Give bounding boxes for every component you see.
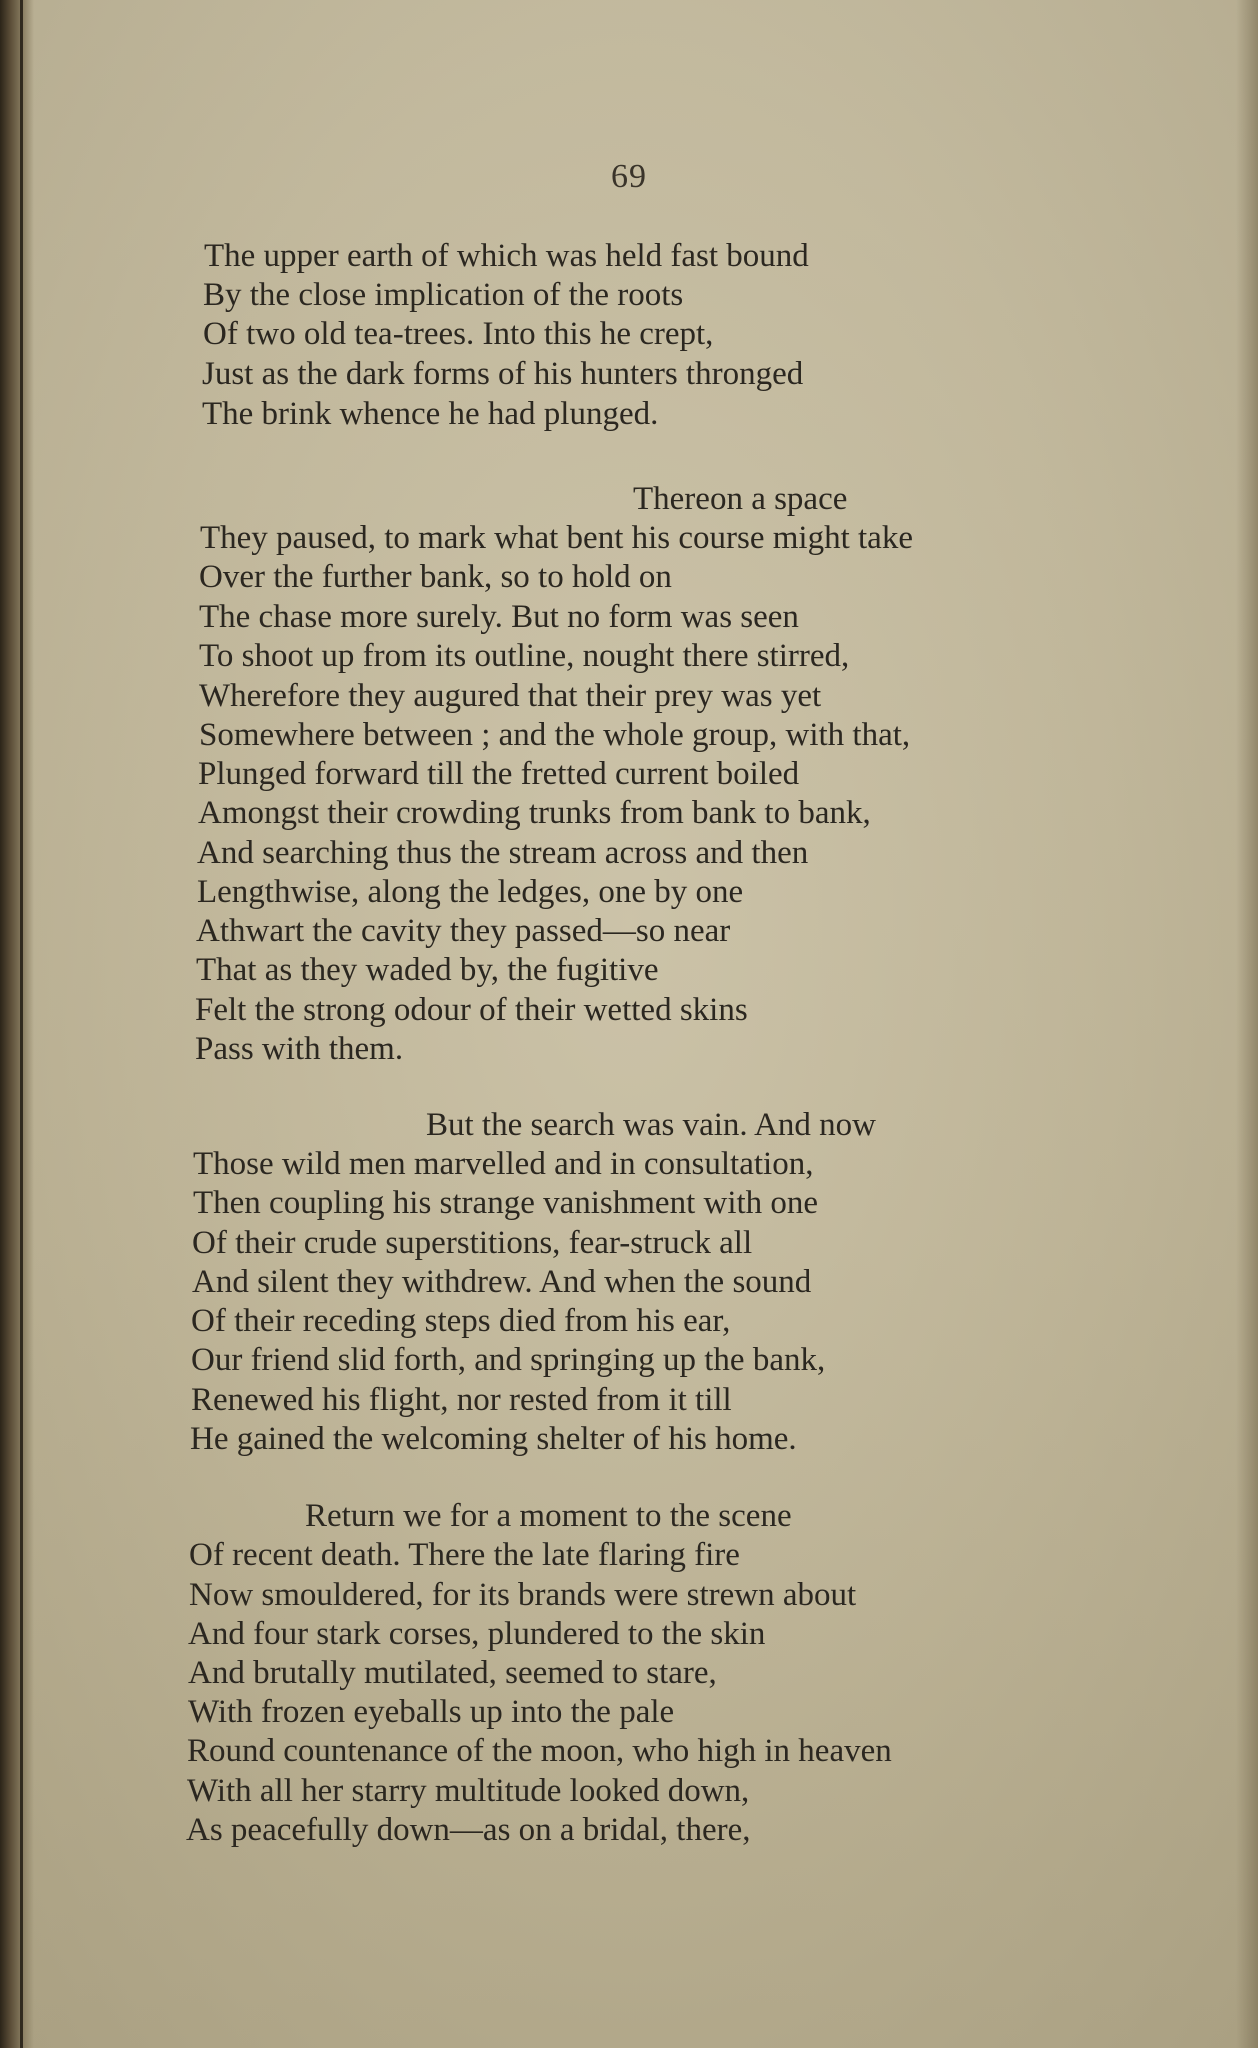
poem-line: Then coupling his strange vanishment with one xyxy=(193,1185,819,1221)
poem-line: Return we for a moment to the scene xyxy=(305,1498,792,1534)
poem-line: Athwart the cavity they passed—so near xyxy=(196,913,731,949)
poem-line: Our friend slid forth, and springing up the bank, xyxy=(191,1342,826,1378)
poem-line: Of their crude superstitions, fear-struck all xyxy=(192,1225,753,1261)
poem-line: And silent they withdrew. And when the sound xyxy=(192,1264,812,1300)
poem-line: Of recent death. There the late flaring fire xyxy=(189,1537,740,1573)
poem-line: Somewhere between ; and the whole group, with that, xyxy=(199,717,911,753)
poem-line: Plunged forward till the fretted current boiled xyxy=(198,756,800,792)
poem-line: He gained the welcoming shelter of his home. xyxy=(190,1421,797,1457)
poem-line: By the close implication of the roots xyxy=(203,277,684,313)
poem-line: Thereon a space xyxy=(633,481,848,517)
poem-line: That as they waded by, the fugitive xyxy=(196,952,659,988)
poem-line: And searching thus the stream across and then xyxy=(197,835,809,871)
poem-line: As peacefully down—as on a bridal, there, xyxy=(186,1812,751,1848)
poem-line: Just as the dark forms of his hunters thronged xyxy=(202,356,804,392)
poem-line: And four stark corses, plundered to the skin xyxy=(188,1616,766,1652)
poem-line: Now smouldered, for its brands were strewn about xyxy=(189,1577,857,1613)
poem-line: But the search was vain. And now xyxy=(426,1107,876,1143)
poem-line: Renewed his flight, nor rested from it till xyxy=(191,1382,732,1418)
page-number: 69 xyxy=(611,158,647,195)
poem-line: Pass with them. xyxy=(195,1031,404,1067)
poem-line: With frozen eyeballs up into the pale xyxy=(188,1694,675,1730)
poem-line: With all her starry multitude looked down, xyxy=(187,1773,750,1809)
poem-line: To shoot up from its outline, nought there stirred, xyxy=(199,638,850,674)
poem-line: Amongst their crowding trunks from bank to bank, xyxy=(198,795,871,831)
poem-line: Of two old tea-trees. Into this he crept, xyxy=(203,316,714,352)
poem-line: And brutally mutilated, seemed to stare, xyxy=(188,1655,717,1691)
poem-line: Round countenance of the moon, who high in heaven xyxy=(187,1733,892,1769)
poem-line: Lengthwise, along the ledges, one by one xyxy=(197,874,744,910)
poem-line: The brink whence he had plunged. xyxy=(202,396,659,432)
poem-line: The upper earth of which was held fast bound xyxy=(204,238,809,274)
poem-line: They paused, to mark what bent his course might take xyxy=(200,520,913,556)
poem-line: Wherefore they augured that their prey was yet xyxy=(199,678,822,714)
poem-line: Of their receding steps died from his ear, xyxy=(191,1303,731,1339)
poem-line: The chase more surely. But no form was seen xyxy=(199,599,799,635)
poem-line: Felt the strong odour of their wetted skins xyxy=(195,992,748,1028)
poem-line: Over the further bank, so to hold on xyxy=(199,559,672,595)
poem-line: Those wild men marvelled and in consultation, xyxy=(193,1146,814,1182)
